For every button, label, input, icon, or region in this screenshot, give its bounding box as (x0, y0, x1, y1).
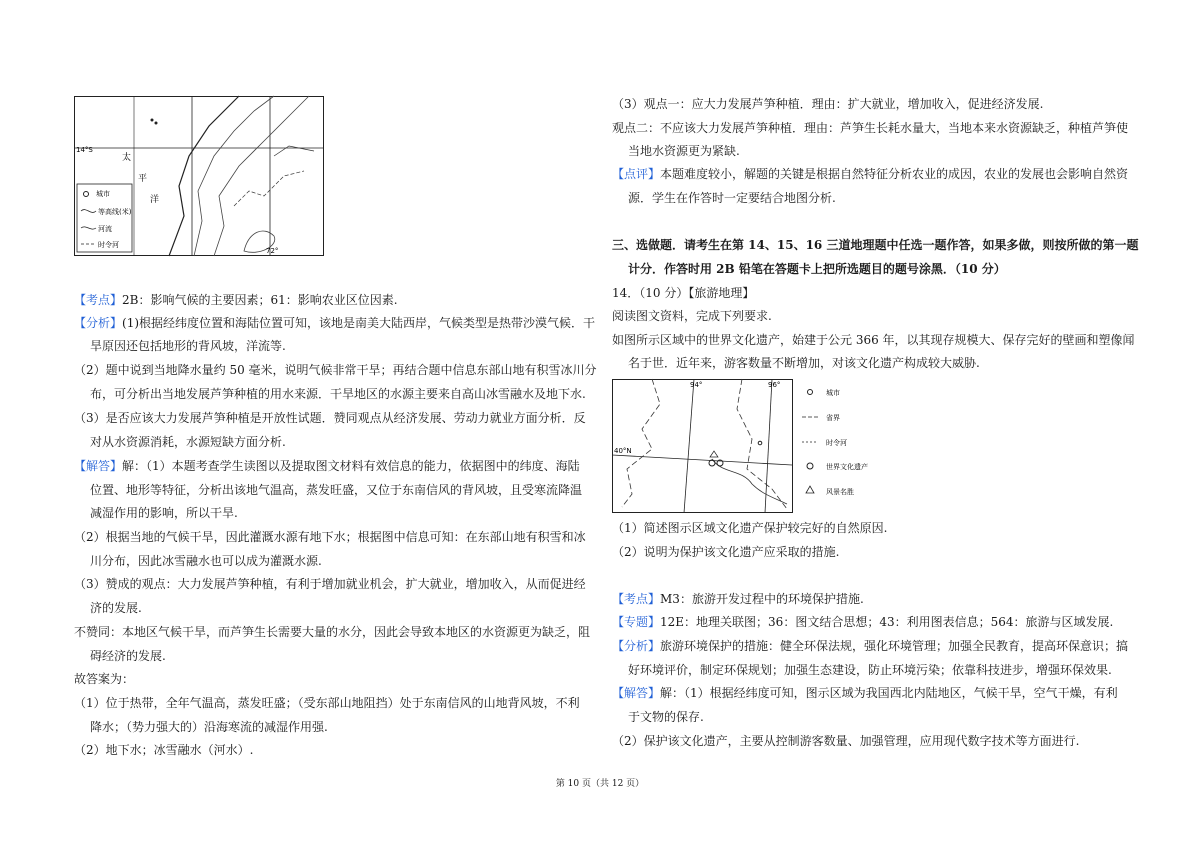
map2-legend-city: 城市 (826, 389, 840, 397)
jieda-line-3: 减湿作用的影响，所以干旱. (90, 506, 238, 520)
dianping-line-1 (612, 166, 1128, 182)
jieda-right-2: （2）保护该文化遗产，主要从控制游客数量、加强管理，应用现代数字技术等方面进行. (612, 734, 1080, 748)
legend-river: 河流 (98, 225, 112, 233)
map2-legend-heritage: 世界文化遗产 (826, 463, 868, 471)
map2-legend-province: 省界 (826, 414, 840, 422)
map2-legend-seasonal-river: 时令河 (826, 439, 847, 447)
answer-2: （2）地下水；冰雪融水（河水）. (74, 743, 254, 757)
city-legend-icon-2 (808, 390, 813, 395)
disagree-line-2: 碍经济的发展. (90, 649, 166, 663)
fenxi-line-1 (74, 315, 595, 331)
answer-heading: 故答案为： (74, 672, 135, 686)
legend-contour: 等高线(米) (98, 208, 132, 216)
section-3-heading-1: 三、选做题．请考生在第 14、15、16 三道地理题中任选一题作答，如果多做，则按所做的第一题 (612, 238, 1139, 252)
jieda-right-line-1 (612, 685, 1118, 701)
dianping-text-1: 本题难度较小，解题的关键是根据自然特征分析农业的成因，农业的发展也会影响自然资 (660, 167, 1129, 181)
fenxi-right-text-1: 旅游环境保护的措施：健全环保法规，强化环境管理；加强全民教育，提高环保意识；搞 (660, 639, 1129, 653)
section-3-heading-2: 计分．作答时用 2B 铅笔在答题卡上把所选题目的题号涂黑．（10 分） (628, 262, 1006, 276)
zhuanti-text: 12E：地理关联图；36：图文结合思想；43：利用图表信息；564：旅游与区域发展. (660, 615, 1114, 629)
kaodian-line (74, 292, 398, 308)
legend-city: 城市 (96, 190, 110, 198)
question-14-text-1: 如图所示区域中的世界文化遗产，始建于公元 366 年，以其现存规模大、保存完好的壁画和塑像闻 (612, 333, 1135, 347)
page-footer: 第 10 页（共 12 页） (555, 779, 645, 789)
kaodian-right-tag: 【考点】 (612, 592, 661, 606)
map2-lon-1: 94° (690, 381, 703, 389)
zhuanti-line (612, 614, 1113, 630)
fenxi-right-line-1 (612, 638, 1128, 654)
kaodian-right-line (612, 591, 864, 607)
ocean-label-1: 太 (122, 153, 132, 163)
disagree-line-1: 不赞同：本地区气候干旱，而芦笋生长需要大量的水分，因此会导致本地区的水资源更为缺乏，阻 (74, 625, 591, 639)
dunhuang-region-map (612, 379, 868, 513)
subquestion-2: （2）说明为保护该文化遗产应采取的措施. (612, 545, 840, 559)
fenxi-2-line-1: （2）题中说到当地降水量约 50 毫米，说明气候非常干旱；再结合题中信息东部山地有积雪冰川分 (74, 363, 597, 377)
question-14-intro: 阅读图文资料，完成下列要求. (612, 309, 772, 323)
zhuanti-tag: 【专题】 (612, 615, 661, 629)
jieda-3-line-2: 济的发展. (90, 601, 142, 615)
view-two-line-2: 当地水资源更为紧缺. (628, 144, 740, 158)
jieda-line-2: 位置、地形等特征，分析出该地气温高，蒸发旺盛，又位于东南信风的背风坡，且受寒流降温 (90, 483, 583, 497)
kaodian-tag: 【考点】 (74, 293, 123, 307)
jieda-right-line-2: 于文物的保存. (628, 710, 704, 724)
ocean-label-3: 洋 (150, 195, 160, 205)
answer-1-line-2: 降水；（势力强大的）沿海寒流的减湿作用强. (90, 720, 328, 734)
scenic-spot-legend-icon (806, 486, 814, 493)
jieda-2-line-2: 川分布，因此冰雪融水也可以成为灌溉水源. (90, 554, 322, 568)
heritage-legend-icon (807, 463, 813, 469)
fenxi-line-2: 旱原因还包括地形的背风坡，洋流等. (90, 339, 286, 353)
jieda-right-text-1: 解：（1）根据经纬度可知，图示区域为我国西北内陆地区，气候干旱，空气干燥，有利 (660, 686, 1118, 700)
south-america-coast-map (74, 96, 324, 256)
fenxi-right-tag: 【分析】 (612, 639, 661, 653)
fenxi-2-line-2: 布，可分析出当地发展芦笋种植的用水来源．干旱地区的水源主要来自高山冰雪融水及地下水. (90, 387, 586, 401)
jieda-3-line-1: （3）赞成的观点：大力发展芦笋种植，有利于增加就业机会，扩大就业，增加收入，从而促进经 (74, 577, 586, 591)
map2-lon-2: 96° (768, 381, 781, 389)
jieda-tag: 【解答】 (74, 459, 123, 473)
question-14-title: 14．（10 分）【旅游地理】 (612, 286, 755, 300)
map2-lat: 40°N (614, 447, 632, 455)
jieda-right-tag: 【解答】 (612, 686, 661, 700)
fenxi-3-line-2: 对从水资源消耗，水源短缺方面分析. (90, 435, 286, 449)
question-14-text-2: 名于世．近年来，游客数量不断增加，对该文化遗产构成较大威胁. (628, 356, 980, 370)
kaodian-right-text: M3：旅游开发过程中的环境保护措施. (660, 592, 864, 606)
jieda-line-1 (74, 458, 580, 474)
map2-legend-scenic: 风景名胜 (826, 488, 854, 496)
jieda-2-line-1: （2）根据当地的气候干旱，因此灌溉水源有地下水；根据图中信息可知：在东部山地有积雪和冰 (74, 530, 586, 544)
dianping-line-2: 源．学生在作答时一定要结合地图分析. (628, 191, 836, 205)
jieda-text-1: 解：（1）本题考查学生读图以及提取图文材料有效信息的能力，依据图中的纬度、海陆 (122, 459, 580, 473)
fenxi-right-line-2: 好环境评价，制定环保规划；加强生态建设，防止环境污染；依靠科技进步，增强环保效果. (628, 663, 1112, 677)
map-lon-label: 72° (266, 247, 279, 255)
kaodian-text: 2B：影响气候的主要因素；61：影响农业区位因素. (122, 293, 398, 307)
dianping-tag: 【点评】 (612, 167, 661, 181)
answer-1-line-1: （1）位于热带，全年气温高，蒸发旺盛；（受东部山地阻挡）处于东南信风的山地背风坡，不利 (74, 696, 580, 710)
view-one: （3）观点一：应大力发展芦笋种植．理由：扩大就业，增加收入，促进经济发展. (612, 97, 1044, 111)
map-lat-label: 14°S (76, 146, 93, 154)
fenxi-text-1: (1)根据经纬度位置和海陆位置可知，该地是南美大陆西岸，气候类型是热带沙漠气候．干 (122, 316, 596, 330)
fenxi-3-line-1: （3）是否应该大力发展芦笋种植是开放性试题．赞同观点从经济发展、劳动力就业方面分析．反 (74, 411, 586, 425)
subquestion-1: （1）简述图示区域文化遗产保护较完好的自然原因. (612, 521, 888, 535)
view-two-line-1: 观点二：不应该大力发展芦笋种植．理由：芦笋生长耗水量大，当地本来水资源缺乏，种植芦笋使 (612, 121, 1129, 135)
fenxi-tag: 【分析】 (74, 316, 123, 330)
ocean-label-2: 平 (138, 174, 148, 184)
legend-seasonal-river: 时令河 (98, 241, 119, 249)
